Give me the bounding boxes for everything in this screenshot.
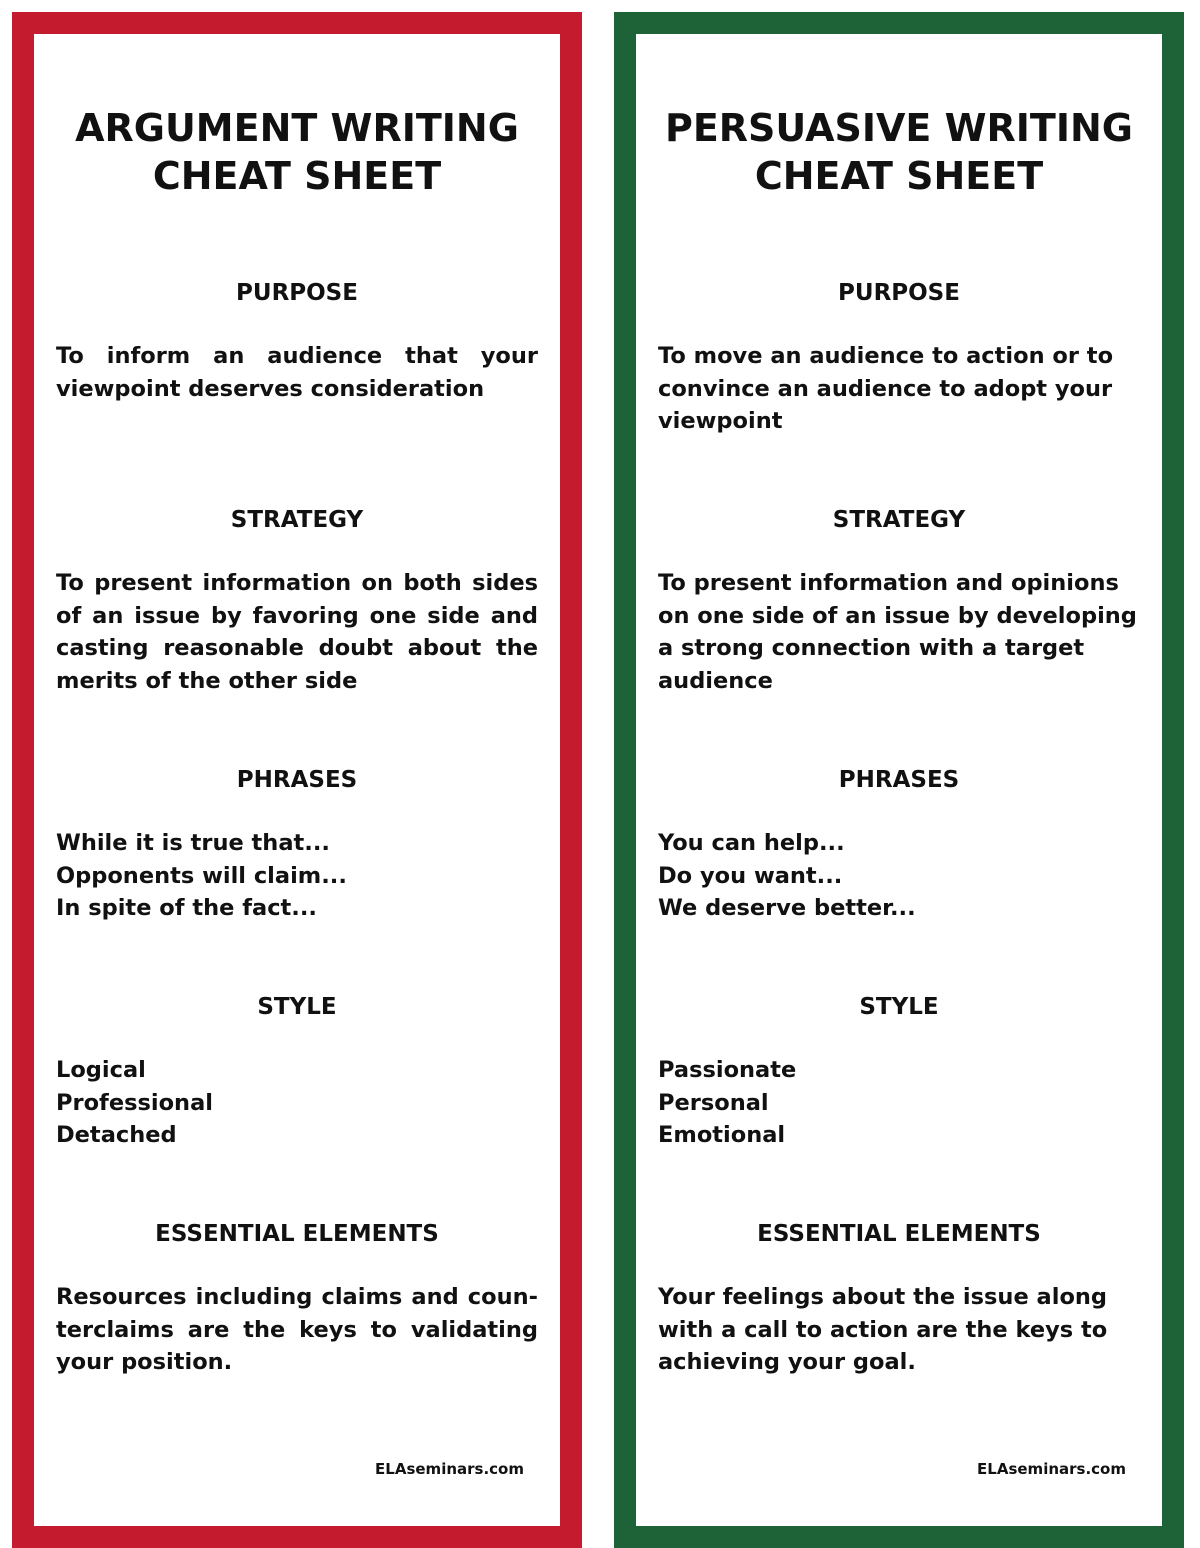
- argument-strategy-heading: STRATEGY: [230, 507, 364, 533]
- persuasive-style-list: [658, 1054, 1140, 1152]
- persuasive-title-line2: CHEAT SHEET: [754, 154, 1044, 198]
- persuasive-phrases-heading: PHRASES: [838, 767, 960, 793]
- persuasive-footer: ELAseminars.com: [977, 1460, 1126, 1478]
- argument-purpose-text: To inform an audience that your viewpoint deserves consideration: [56, 343, 538, 402]
- list-item: Detached: [56, 1122, 177, 1148]
- argument-style-list: [56, 1054, 538, 1152]
- argument-title-line1: ARGUMENT WRITING: [75, 106, 519, 150]
- list-item: Do you want...: [658, 862, 843, 889]
- list-item: Passionate: [658, 1057, 797, 1083]
- argument-phrases-heading: PHRASES: [236, 767, 358, 793]
- argument-strategy-text: To present information on both sides of an issue by favoring one side and casting reasonable doubt about the merits of the other side: [56, 570, 538, 694]
- list-item: Professional: [56, 1089, 213, 1116]
- persuasive-title: [636, 104, 1162, 200]
- persuasive-phrases-list: [658, 827, 1140, 925]
- list-item: Opponents will claim...: [56, 862, 347, 889]
- persuasive-style-heading: STYLE: [859, 994, 939, 1020]
- persuasive-purpose-text: To move an audience to action or to convince an audience to adopt your viewpoint: [658, 343, 1114, 434]
- persuasive-elements-heading: ESSENTIAL ELEMENTS: [757, 1221, 1041, 1247]
- list-item: In spite of the fact...: [56, 895, 317, 921]
- list-item: Logical: [56, 1057, 146, 1083]
- argument-style-heading: STYLE: [257, 994, 337, 1020]
- list-item: Personal: [658, 1089, 769, 1116]
- list-item: Emotional: [658, 1122, 786, 1148]
- list-item: While it is true that...: [56, 830, 330, 856]
- persuasive-cheat-sheet: [614, 12, 1184, 1548]
- persuasive-title-line1: PERSUASIVE WRITING: [664, 106, 1133, 150]
- list-item: We deserve better...: [658, 895, 916, 921]
- argument-elements-heading: ESSENTIAL ELEMENTS: [155, 1221, 439, 1247]
- persuasive-strategy-text: To present information and opinions on one side of an issue by developing a strong connection with a target audience: [658, 570, 1137, 694]
- argument-elements-text: Resources including claims and counterclaims are the keys to validating your position.: [56, 1284, 538, 1375]
- argument-footer: ELAseminars.com: [375, 1460, 524, 1478]
- list-item: You can help...: [658, 830, 845, 856]
- argument-cheat-sheet: [12, 12, 582, 1548]
- persuasive-strategy-heading: STRATEGY: [832, 507, 966, 533]
- argument-phrases-list: [56, 827, 538, 925]
- argument-title-line2: CHEAT SHEET: [152, 154, 442, 198]
- persuasive-elements-text: Your feelings about the issue along with a call to action are the keys to achieving your goal.: [658, 1284, 1108, 1375]
- persuasive-purpose-heading: PURPOSE: [838, 280, 960, 306]
- argument-purpose-heading: PURPOSE: [236, 280, 358, 306]
- argument-title: [34, 104, 560, 200]
